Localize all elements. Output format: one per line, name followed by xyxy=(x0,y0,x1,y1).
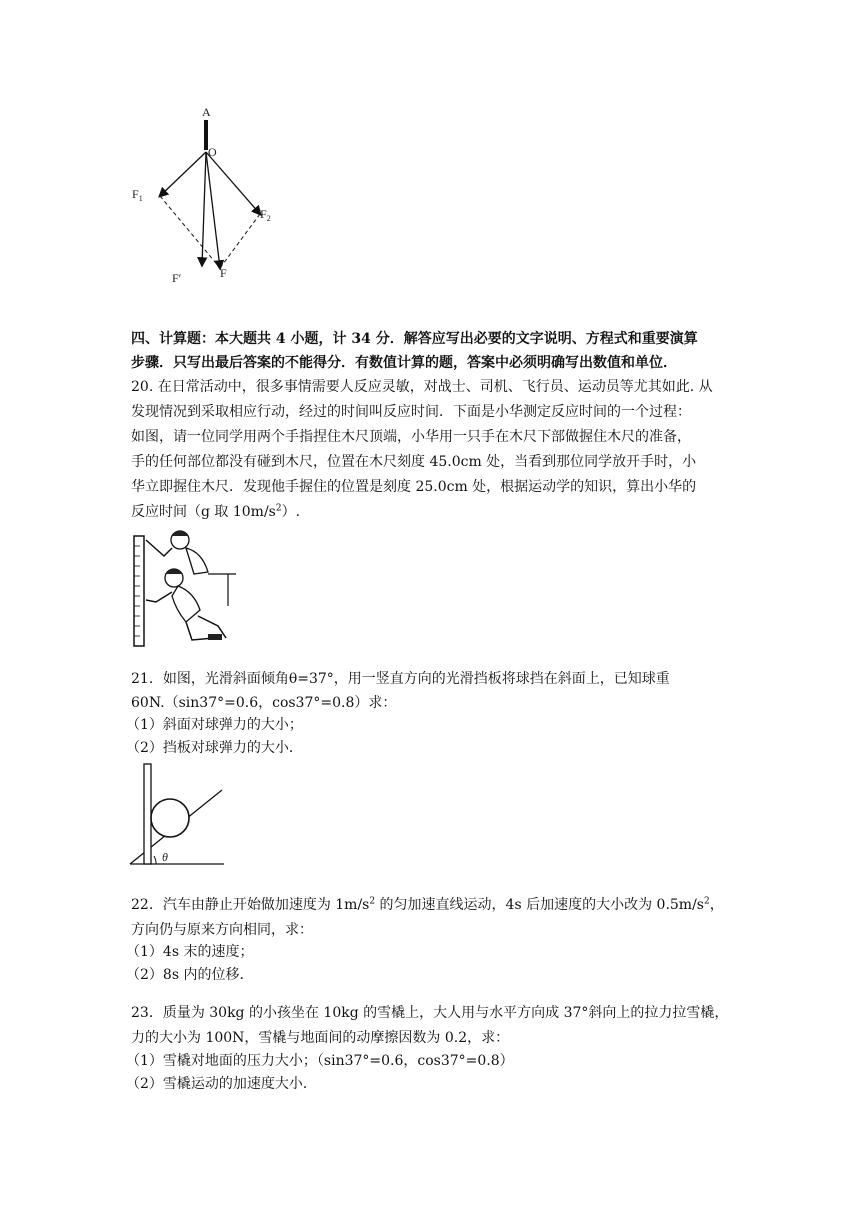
vertical-board xyxy=(144,764,151,864)
force-parallelogram-diagram xyxy=(120,100,300,290)
force-f2-arrow xyxy=(206,152,260,214)
q21-line-2: 60N.（sin37°=0.6，cos37°=0.8）求： xyxy=(131,695,397,711)
q20-line-1: 20. 在日常活动中，很多事情需要人反应灵敏，对战士、司机、飞行员、运动员等尤其如此. 从 xyxy=(131,379,713,395)
crouching-person-figure xyxy=(146,569,226,640)
force-f1-arrow xyxy=(160,152,206,196)
angle-arc xyxy=(154,856,156,864)
section-heading-line-2: 步骤．只写出最后答案的不能得分．有数值计算的题，答案中必须明确写出数值和单位． xyxy=(131,355,677,371)
q22-line-2: 方向仍与原来方向相同，求： xyxy=(131,922,313,938)
label-a: A xyxy=(202,105,211,119)
q23-line-2: 力的大小为 100N，雪橇与地面间的动摩擦因数为 0.2，求： xyxy=(131,1030,510,1046)
q20-line-3: 如图，请一位同学用两个手指捏住木尺顶端，小华用一只手在木尺下部做握住木尺的准备， xyxy=(131,429,691,445)
q22-sub-2: （2）8s 内的位移． xyxy=(126,967,254,983)
q23-line-1: 23．质量为 30kg 的小孩坐在 10kg 的雪橇上，大人用与水平方向成 37°斜向上的拉力拉雪橇， xyxy=(131,1005,729,1021)
incline-ball-diagram xyxy=(128,760,228,868)
q23-sub-1: （1）雪橇对地面的压力大小；（sin37°=0.6，cos37°=0.8） xyxy=(126,1053,514,1069)
force-fprime-arrow xyxy=(202,152,206,265)
label-f1: $F_1$ xyxy=(132,187,143,203)
label-fprime: F′ xyxy=(172,271,182,285)
ball xyxy=(151,799,189,837)
q20-line-2: 发现情况到采取相应行动，经过的时间叫反应时间．下面是小华测定反应时间的一个过程： xyxy=(131,404,691,420)
dashed-side-left xyxy=(160,196,220,268)
q21-line-1: 21．如图，光滑斜面倾角θ=37°，用一竖直方向的光滑挡板将球挡在斜面上，已知球重 xyxy=(131,671,670,687)
label-f2: $F_2$ xyxy=(260,207,271,223)
q21-sub-2: （2）挡板对球弹力的大小． xyxy=(126,740,303,756)
ruler xyxy=(134,536,144,646)
q20-line-5: 华立即握住木尺．发现他手握住的位置是刻度 25.0cm 处，根据运动学的知识，算出小华的 xyxy=(131,479,697,495)
q20-line-4: 手的任何部位都没有碰到木尺，位置在木尺刻度 45.0cm 处，当看到那位同学放开手时，小 xyxy=(131,454,697,470)
reaction-time-illustration xyxy=(128,526,240,650)
standing-person-figure xyxy=(146,531,208,574)
q22-line-1: 22．汽车由静止开始做加速度为 $1m/s^2$ 的匀加速直线运动，4s 后加速度的大小改为 $0.5m/s^2$， xyxy=(131,896,724,913)
angle-theta-label: θ xyxy=(162,850,168,864)
dashed-side-right xyxy=(220,214,260,268)
label-o: O xyxy=(208,145,217,159)
q20-line-6: 反应时间（g 取 $10m/s^2$）. xyxy=(131,503,301,520)
force-f-arrow xyxy=(206,152,220,268)
section-heading-line-1: 四、计算题：本大题共 4 小题，计 34 分．解答应写出必要的文字说明、方程式和重要演算 xyxy=(131,331,698,347)
q21-sub-1: （1）斜面对球弹力的大小； xyxy=(126,717,303,733)
q22-sub-1: （1）4s 末的速度； xyxy=(126,944,254,960)
label-f: F xyxy=(220,266,227,280)
q23-sub-2: （2）雪橇运动的加速度大小． xyxy=(126,1076,317,1092)
